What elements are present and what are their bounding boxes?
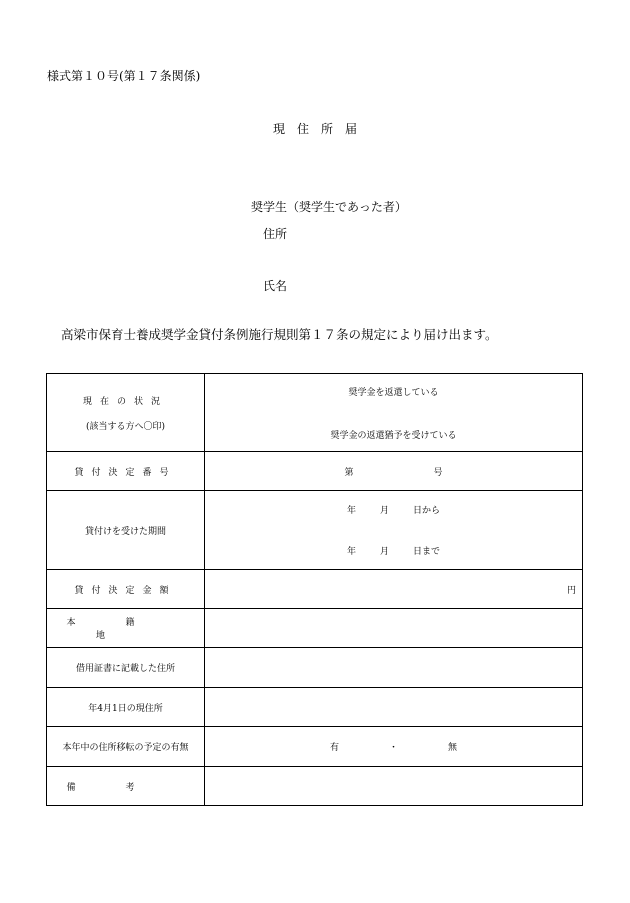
current-address-label: 年4月1日の現住所 <box>47 688 205 727</box>
table-row-current-address <box>47 688 583 727</box>
move-plan-field[interactable] <box>205 727 583 767</box>
status-option-repaying[interactable]: 奨学金を返還している <box>348 387 439 398</box>
address-label: 住所 <box>263 227 288 241</box>
loan-period-field[interactable] <box>205 491 583 570</box>
table-row-status <box>47 374 583 452</box>
table-row-loan-number <box>47 452 583 491</box>
applicant-label: 奨学生（奨学生であった者） <box>251 200 407 214</box>
move-plan-no[interactable]: 無 <box>448 743 458 753</box>
status-hint: (該当する方へ〇印) <box>85 421 166 432</box>
status-label-cell <box>47 374 205 452</box>
bond-address-field[interactable] <box>205 648 583 688</box>
remarks-field[interactable] <box>205 767 583 806</box>
loan-amount-field[interactable] <box>205 570 583 609</box>
document-title: 現住所届 <box>272 122 369 136</box>
loan-number-label: 貸付決定番号 <box>47 452 205 491</box>
statement-text: 高梁市保育士養成奨学金貸付条例施行規則第１７条の規定により届け出ます。 <box>61 327 498 342</box>
status-option-deferred[interactable]: 奨学金の返還猶予を受けている <box>330 430 457 441</box>
name-label: 氏名 <box>263 279 288 293</box>
bond-address-label: 借用証書に記載した住所 <box>47 648 205 688</box>
start-day-from: 日から <box>413 506 441 516</box>
yen-unit: 円 <box>566 585 576 596</box>
loan-number-suffix: 号 <box>433 467 443 478</box>
start-year: 年 <box>346 506 356 516</box>
domicile-label: 本籍地 <box>47 609 205 648</box>
loan-period-end[interactable] <box>205 544 582 557</box>
loan-number-prefix: 第 <box>344 467 354 478</box>
info-table <box>46 373 583 806</box>
move-plan-label: 本年中の住所移転の予定の有無 <box>47 727 205 767</box>
domicile-field[interactable] <box>205 609 583 648</box>
move-plan-yes[interactable]: 有 <box>329 743 339 753</box>
end-year: 年 <box>346 547 356 557</box>
table-row-move-plan <box>47 727 583 767</box>
loan-amount-label: 貸付決定金額 <box>47 570 205 609</box>
loan-number-field[interactable] <box>205 452 583 491</box>
table-row-loan-period <box>47 491 583 570</box>
loan-period-label: 貸付けを受けた期間 <box>47 491 205 570</box>
table-row-remarks <box>47 767 583 806</box>
table-row-loan-amount <box>47 570 583 609</box>
end-day-to: 日まで <box>413 547 441 557</box>
end-month: 月 <box>379 547 389 557</box>
status-label: 現在の状況 <box>82 396 168 407</box>
table-row-bond-address <box>47 648 583 688</box>
status-value-cell[interactable] <box>205 374 583 452</box>
form-number: 様式第１０号(第１７条関係) <box>47 69 201 83</box>
remarks-label: 備考 <box>47 767 205 806</box>
table-row-domicile <box>47 609 583 648</box>
current-address-field[interactable] <box>205 688 583 727</box>
move-plan-dot: ・ <box>388 743 398 753</box>
start-month: 月 <box>379 506 389 516</box>
loan-period-start[interactable] <box>205 503 582 516</box>
